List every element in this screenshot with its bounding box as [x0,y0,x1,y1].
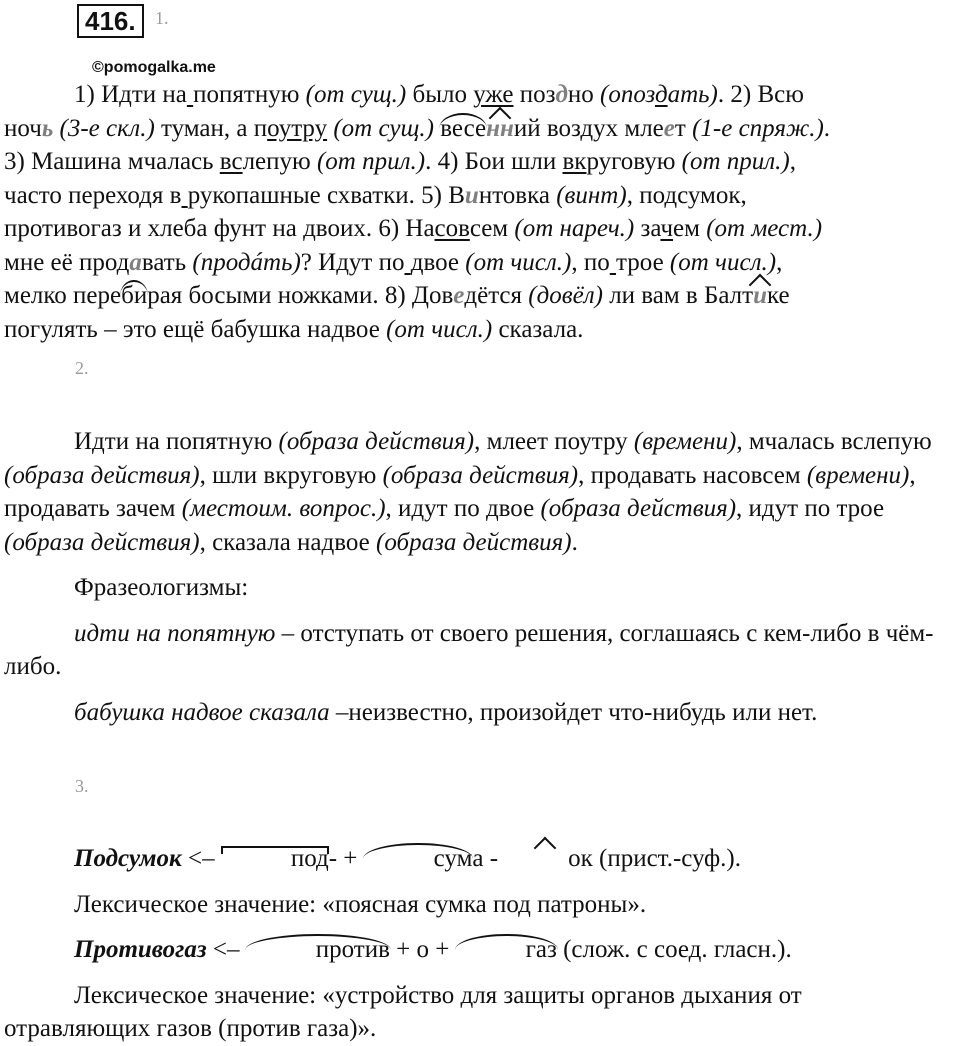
idiom-1: идти на попятную – отступать от своего решения, соглашаясь с кем-либо в чём-либо. [4,619,934,680]
section-2-text [4,425,954,729]
section-3-text [4,842,954,1046]
lexical-meaning-1: Лексическое значение: «поясная сумка под патроны». [74,890,647,918]
s1-line-3: 3) Машина мчалась вслепую (от прил.). 4) Бои шли вкруговую (от прил.), [4,148,796,175]
s1-line-1: 1) Идти на попятную (от сущ.) было уже поздно (опоздать). 2) Всю [74,81,804,108]
part-label-2: 2. [75,358,89,378]
lexical-meaning-2: Лексическое значение: «устройство для защиты органов дыхания от отравляющих газов (против газа)». [4,981,802,1042]
s1-line-7: мелко перебирая босыми ножками. 8) Доведётся (довёл) ли вам в Балтике [4,279,954,313]
watermark: ©pomogalka.me [92,59,216,76]
exercise-number: 416. [77,4,144,38]
adverb-categories-paragraph: Идти на попятную (образа действия), млеет поутру (времени), мчалась вслепую (образа действия), шли вкруговую (образа действия), продавать насовсем (времени), продавать зачем (местоим. вопрос.), идут по двое (образа действия), идут по трое (образа действия), сказала надвое (образа действия). [4,428,932,556]
s1-line-8: погулять – это ещё бабушка надвое (от числ.) сказала. [4,315,584,343]
s1-line-6: мне её продавать (продáть)? Идут по двое (от числ.), по трое (от числ.), [4,248,783,276]
section-1-text [4,78,954,346]
part-label-3: 3. [75,776,89,796]
word-analysis-protivogaz: Противогаз <– против + о + газ (слож. с соед. гласн.). [4,933,954,967]
word-analysis-podsumok: Подсумок <– под- + сума - ок (прист.-суф.). [4,842,954,876]
s1-line-4: часто переходя в рукопашные схватки. 5) Винтовка (винт), подсумок, [4,181,747,209]
s1-line-2: ночь (3-е скл.) туман, а поутру (от сущ.) весенний воздух млеет (1-е спряж.). [4,112,954,146]
idiom-2: бабушка надвое сказала –неизвестно, произойдет что-нибудь или нет. [74,698,818,726]
part-label-1: 1. [155,8,169,28]
s1-line-5: противогаз и хлеба фунт на двоих. 6) Насовсем (от нареч.) зачем (от мест.) [4,215,823,242]
phraseology-label: Фразеологизмы: [74,574,249,601]
